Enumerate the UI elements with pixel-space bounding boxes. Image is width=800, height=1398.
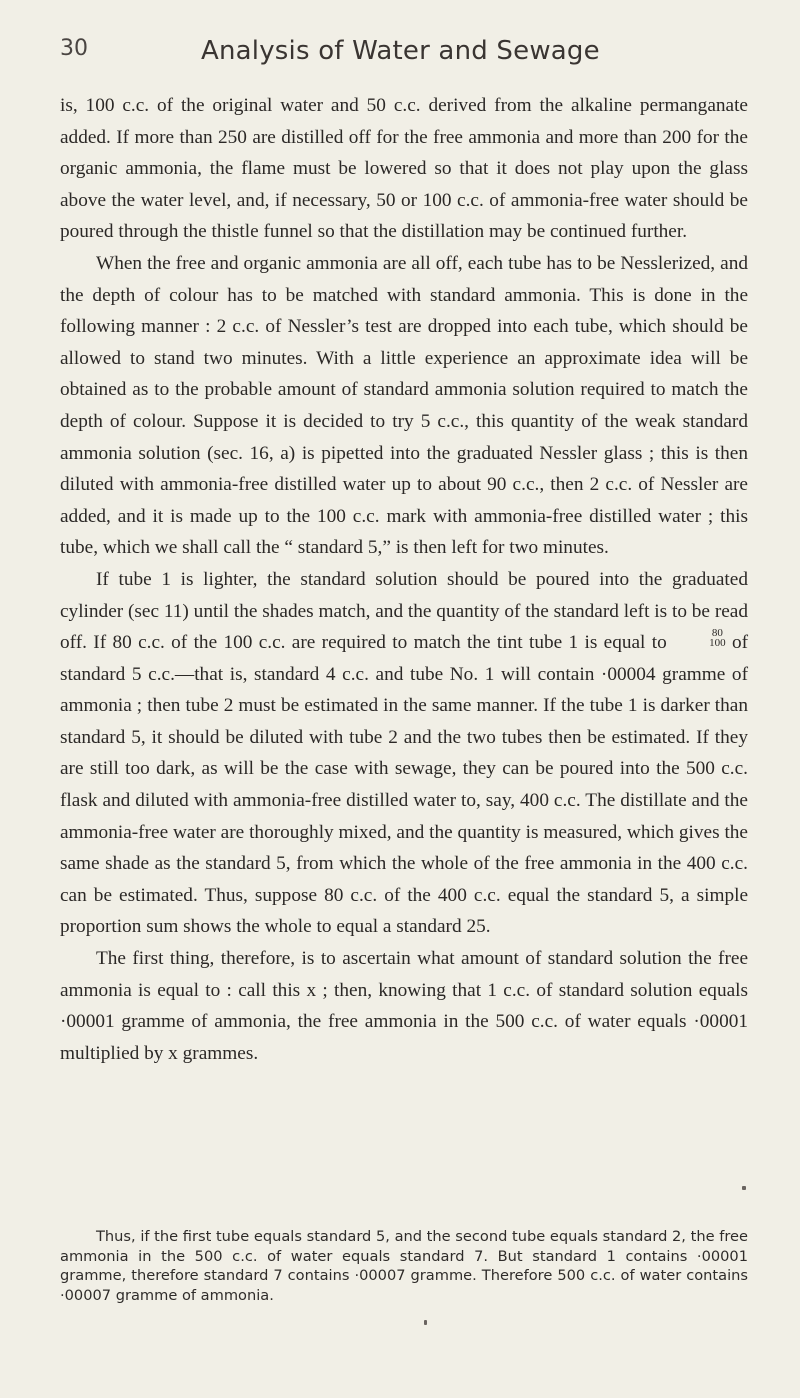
fraction-denominator: 100 [709, 637, 726, 650]
paragraph-3-part-1: If tube 1 is lighter, the standard solution should be poured into the graduated cylinder (sec 11) until the shades match, and the quantity of the standard left is to be read off. If 80 c.c. of the 100 c.c. are required to match the tint tube 1 is equal to [60, 568, 748, 654]
paragraph-3 [60, 564, 748, 943]
paper-speck [742, 1186, 746, 1190]
page-header [0, 36, 800, 76]
body-text [60, 90, 748, 1069]
page-number: 30 [60, 36, 88, 61]
fraction-numerator: 80 [711, 627, 723, 640]
paper-speck [424, 1320, 427, 1325]
paragraph-2: When the free and organic ammonia are all off, each tube has to be Nesslerized, and the depth of colour has to be matched with standard ammonia. This is done in the following manner : 2 c.c. of Nessler’s test are dropped into each tube, which should be allowed to stand two minutes. With a little experience an approximate idea will be obtained as to the probable amount of standard ammonia solution required to match the depth of colour. Suppose it is decided to try 5 c.c., this quantity of the weak standard ammonia solution (sec. 16, a) is pipetted into the graduated Nessler glass ; this is then diluted with ammonia-free distilled water up to about 90 c.c., then 2 c.c. of Nessler are added, and it is made up to the 100 c.c. mark with ammonia-free distilled water ; this tube, which we shall call the “ standard 5,” is then left for two minutes. [60, 252, 748, 559]
paragraph-4: The first thing, therefore, is to ascertain what amount of standard solution the free ammonia is equal to : call this x ; then, knowing that 1 c.c. of standard solution equals ·00001 gramme of ammonia, the free ammonia in the 500 c.c. of water equals ·00001 multiplied by x grammes. [60, 948, 748, 1064]
footnote: Thus, if the first tube equals standard 5, and the second tube equals standard 2, the free ammonia in the 500 c.c. of water equals standard 7. But standard 1 contains ·00001 gramme, therefore standard 7 contains ·00007 gramme. Therefore 500 c.c. of water contains ·00007 gramme of ammonia. [60, 1228, 748, 1304]
paragraph-3-part-2: of standard 5 c.c.—that is, standard 4 c.c. and tube No. 1 will contain ·00004 gramme of ammonia ; then tube 2 must be estimated in the same manner. If the tube 1 is darker than standard 5, it should be diluted with tube 2 and the two tubes then be estimated. If they are still too dark, as will be the case with sewage, they can be poured into the 500 c.c. flask and diluted with ammonia-free distilled water to, say, 400 c.c. The distillate and the ammonia-free water are thoroughly mixed, and the quantity is measured, which gives the same shade as the standard 5, from which the whole of the free ammonia in the 400 c.c. can be estimated. Thus, suppose 80 c.c. of the 400 c.c. equal the standard 5, a simple proportion sum shows the whole to equal a standard 25. [60, 632, 748, 938]
fraction [673, 628, 726, 648]
paragraph-1: is, 100 c.c. of the original water and 50 c.c. derived from the alkaline permanganate added. If more than 250 are distilled off for the free ammonia and more than 200 for the organic ammonia, the flame must be lowered so that it does not play upon the glass above the water level, and, if necessary, 50 or 100 c.c. of ammonia-free water should be poured through the thistle funnel so that the distillation may be continued further. [60, 95, 748, 243]
running-head: Analysis of Water and Sewage [201, 36, 600, 66]
